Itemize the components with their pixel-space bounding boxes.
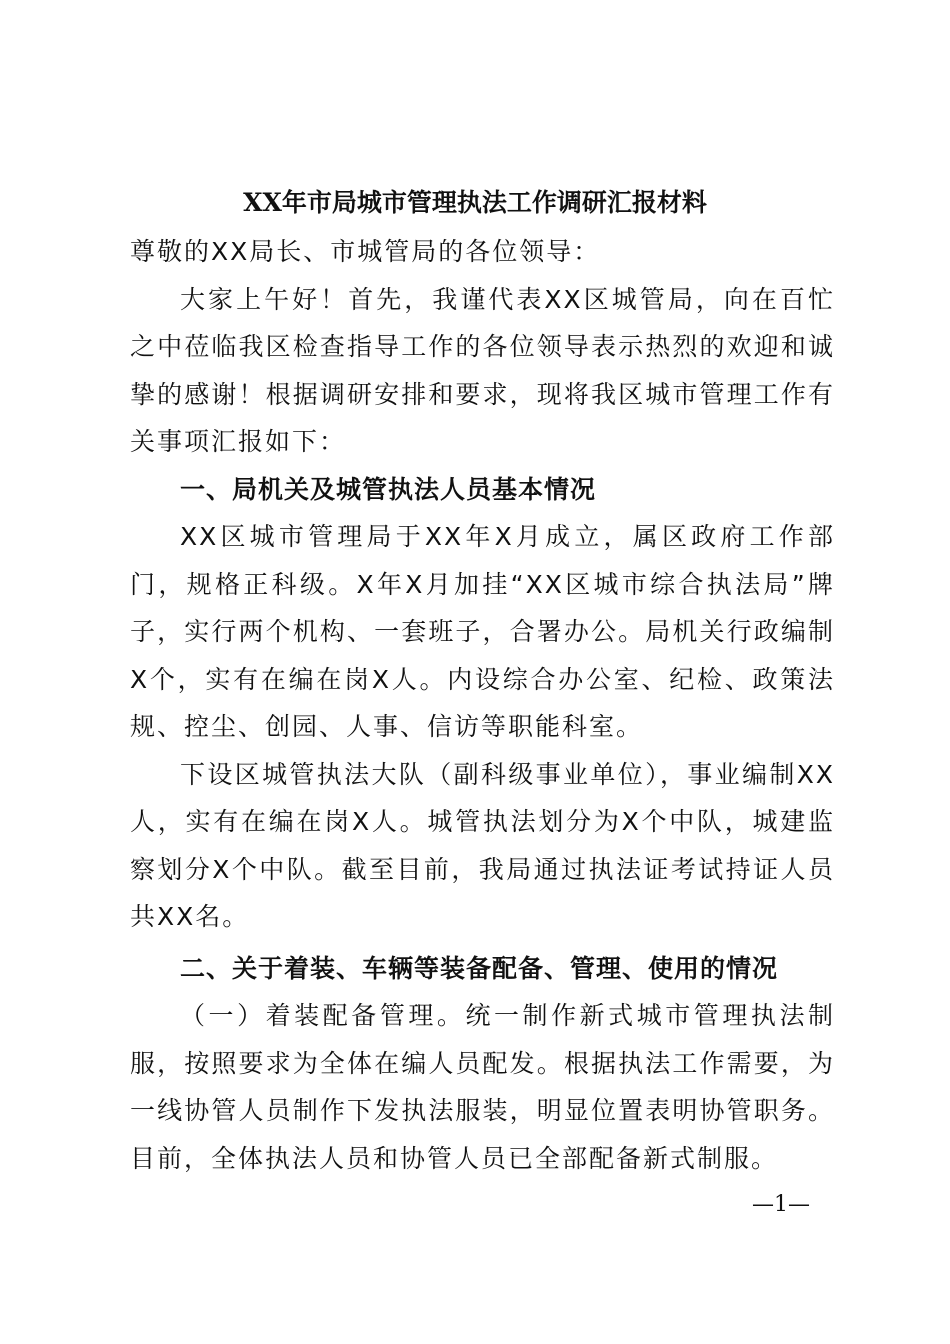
section-heading-1: 一、局机关及城管执法人员基本情况	[180, 474, 597, 504]
paragraph-enforcement-brigade: 下设区城管执法大队（副科级事业单位），事业编制XX人，实有在编在岗X人。城管执法划分为X个中队，城建监察划分X个中队。截至目前，我局通过执法证考试持证人员共XX名。	[130, 759, 835, 931]
document-title: XX年市局城市管理执法工作调研汇报材料	[243, 188, 707, 217]
paragraph-greeting: 大家上午好！首先，我谨代表XX区城管局，向在百忙之中莅临我区检查指导工作的各位领导表示热烈的欢迎和诚挚的感谢！根据调研安排和要求，现将我区城市管理工作有关事项汇报如下：	[130, 284, 835, 456]
paragraph-uniform-management: （一）着装配备管理。统一制作新式城市管理执法制服，按照要求为全体在编人员配发。根据执法工作需要，为一线协管人员制作下发执法服装，明显位置表明协管职务。目前，全体执法人员和协管人员已全部配备新式制服。	[130, 1001, 835, 1173]
paragraph-bureau-overview: XX区城市管理局于XX年X月成立，属区政府工作部门，规格正科级。X年X月加挂“XX区城市综合执法局”牌子，实行两个机构、一套班子，合署办公。局机关行政编制X个，实有在编在岗X人。内设综合办公室、纪检、政策法规、控尘、创园、人事、信访等职能科室。	[130, 522, 835, 741]
salutation: 尊敬的XX局长、市城管局的各位领导：	[130, 237, 601, 266]
document-body	[130, 228, 835, 1182]
section-heading-2: 二、关于着装、车辆等装备配备、管理、使用的情况	[180, 953, 779, 983]
page-number: —1—	[752, 1192, 810, 1217]
